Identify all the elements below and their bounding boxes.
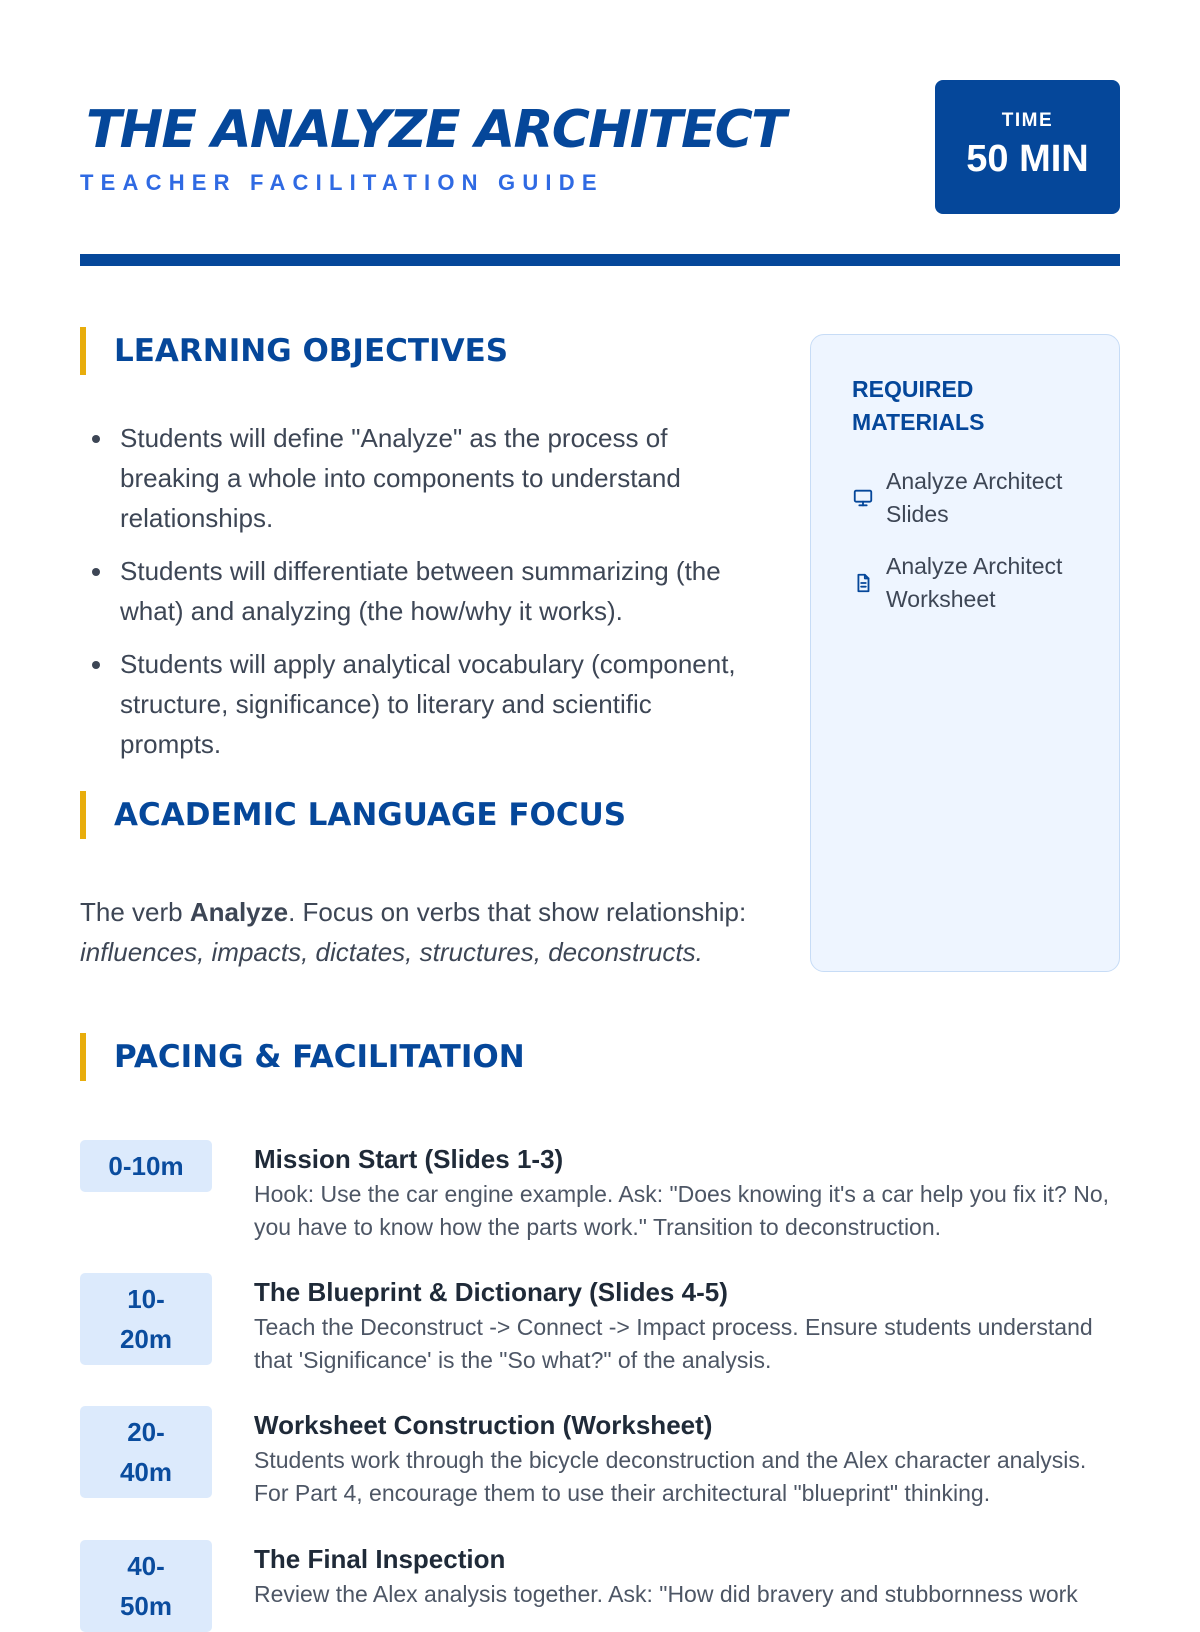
pacing-description: Review the Alex analysis together. Ask: "How did bravery and stubbornness work [254,1581,1078,1607]
header-divider [80,254,1120,266]
pacing-heading [80,1033,525,1081]
list-item [80,551,760,631]
bullet-icon [92,568,100,576]
objectives-list [80,418,760,777]
language-middle: . Focus on verbs that show relationship: [288,897,747,927]
academic-language-heading [80,791,626,839]
required-materials-card [810,334,1120,972]
pacing-title: The Blueprint & Dictionary (Slides 4-5) [254,1277,728,1307]
time-value: 50 MIN [966,138,1089,180]
list-item [80,644,760,764]
section-title: ACADEMIC LANGUAGE FOCUS [114,797,627,833]
time-label: TIME [1001,110,1054,131]
material-label: Analyze Architect Worksheet [886,553,1063,612]
section-title: LEARNING OBJECTIVES [114,333,509,369]
facilitation-guide [80,80,1120,1621]
pacing-description: Teach the Deconstruct -> Connect -> Impact process. Ensure students understand that 'Significance' is the "So what?" of the analysis. [254,1314,1093,1373]
pacing-title: Worksheet Construction (Worksheet) [254,1410,713,1440]
time-range-badge: 0-10m [80,1140,212,1192]
material-label: Analyze Architect Slides [886,468,1063,527]
page-title: THE ANALYZE ARCHITECT [86,100,785,160]
time-range-badge: 10-20m [80,1273,212,1365]
section-title: PACING & FACILITATION [114,1039,525,1075]
objective-text: Students will define "Analyze" as the process of breaking a whole into components to understand relationships. [120,423,681,533]
pacing-title: Mission Start (Slides 1-3) [254,1144,564,1174]
pacing-title: The Final Inspection [254,1544,506,1574]
material-item-slides [852,465,1092,531]
language-verb: Analyze [189,897,289,927]
bullet-icon [92,435,100,443]
language-intro: The verb [80,897,190,927]
academic-language-text [80,892,770,972]
bullet-icon [92,661,100,669]
list-item [80,418,760,538]
objective-text: Students will differentiate between summarizing (the what) and analyzing (the how/why it works). [120,556,721,626]
material-item-worksheet [852,550,1092,616]
header [80,80,1120,214]
time-range-badge: 20-40m [80,1406,212,1498]
pacing-description: Students work through the bicycle deconstruction and the Alex character analysis. For Part 4, encourage them to use their architectural "blueprint" thinking. [254,1447,1087,1506]
page-subtitle: TEACHER FACILITATION GUIDE [80,170,604,195]
learning-objectives-heading [80,327,508,375]
time-range-badge: 40-50m [80,1540,212,1632]
pacing-description: Hook: Use the car engine example. Ask: "Does knowing it's a car help you fix it? No, you have to know how the parts work." Transition to deconstruction. [254,1181,1110,1240]
language-verbs-list: influences, impacts, dictates, structures, deconstructs. [80,937,703,967]
document-icon [852,572,874,594]
time-badge [935,80,1120,214]
objective-text: Students will apply analytical vocabulary (component, structure, significance) to literary and scientific prompts. [120,649,736,759]
materials-heading: REQUIRED MATERIALS [852,376,985,435]
monitor-icon [852,487,874,509]
